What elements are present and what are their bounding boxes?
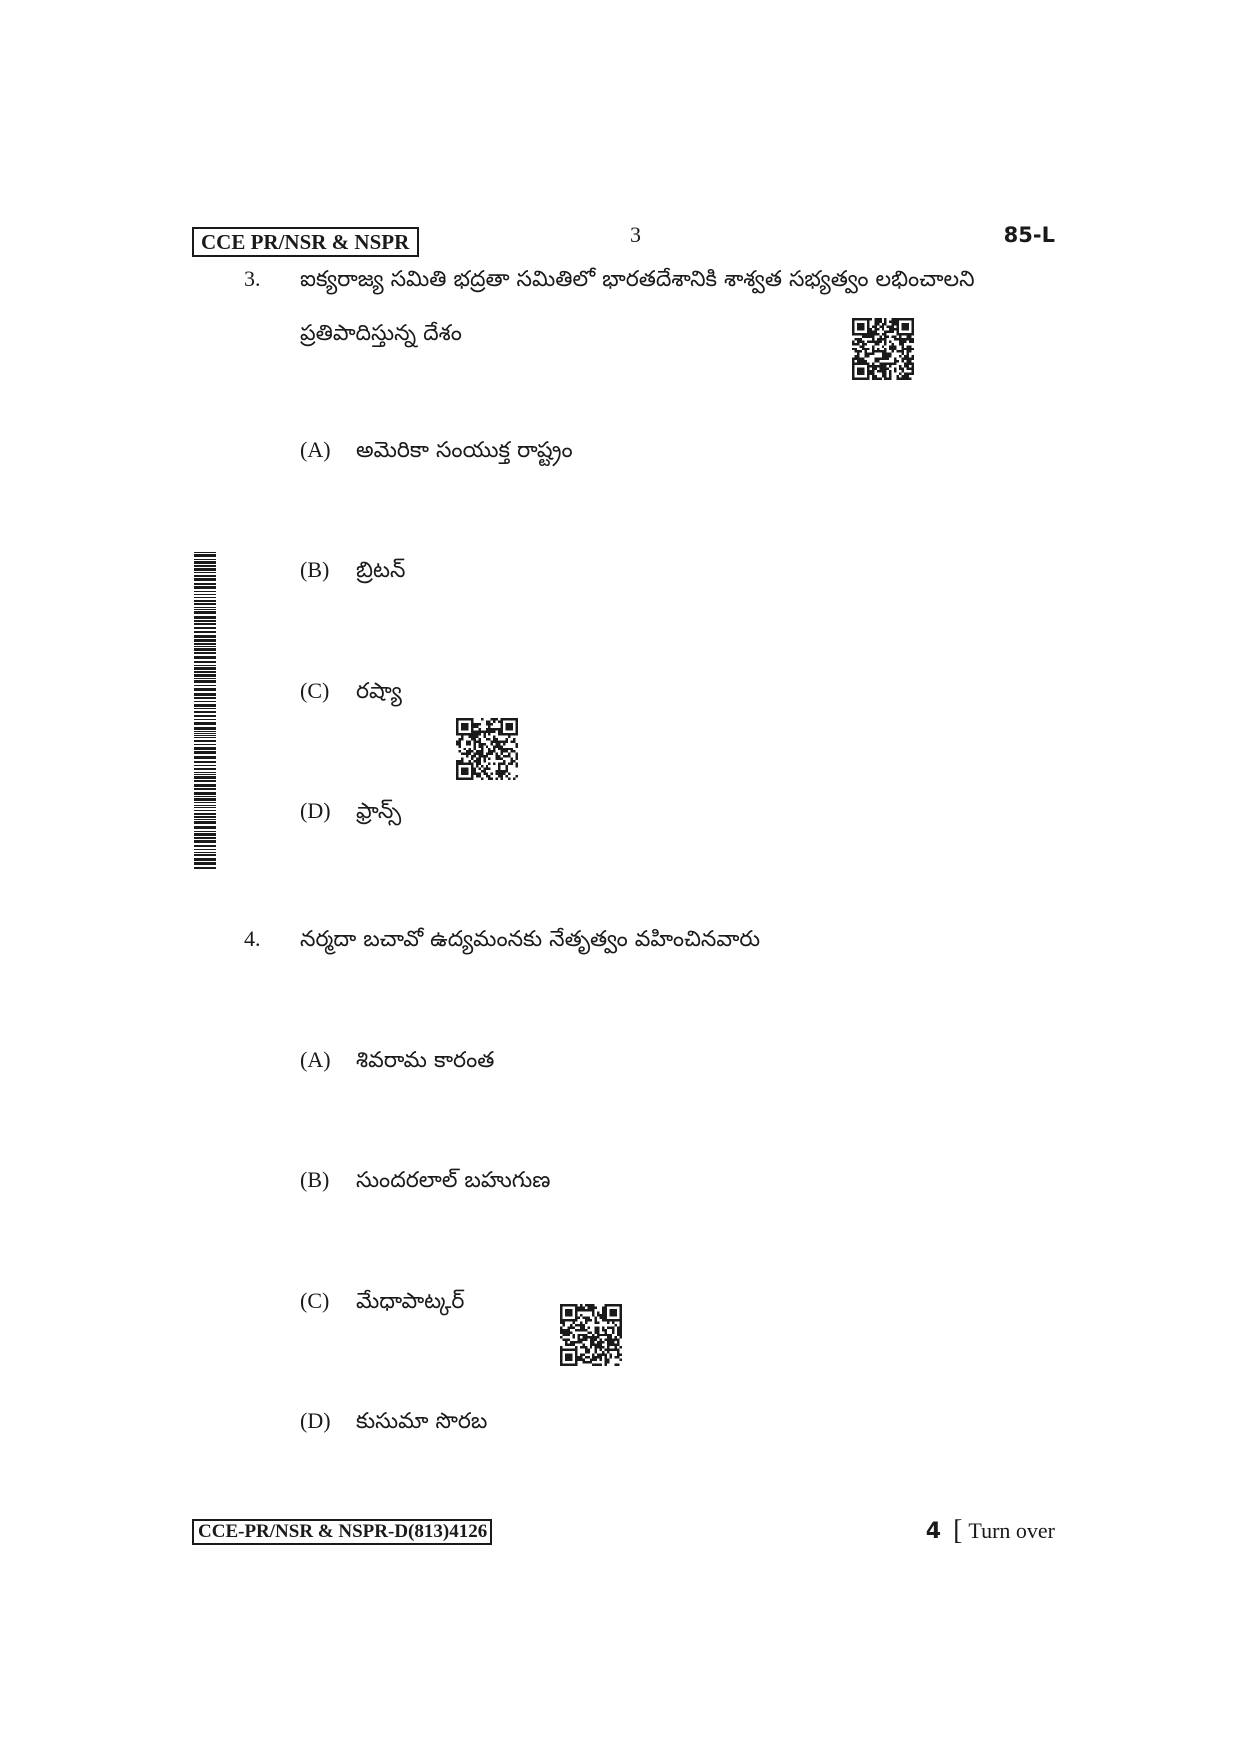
header-code-box: CCE PR/NSR & NSPR [192, 227, 419, 257]
option-text: బ్రిటన్ [356, 558, 406, 583]
option-d [300, 1408, 487, 1439]
option-text: రష్యా [356, 679, 402, 704]
footer-code-box: CCE-PR/NSR & NSPR-D(813)4126 [192, 1519, 492, 1545]
question-number: 3. [244, 266, 261, 291]
option-text: కుసుమా సొరబ [356, 1409, 488, 1434]
option-label: (B) [300, 557, 330, 582]
question-number: 4. [244, 926, 261, 951]
option-label: (C) [300, 678, 330, 703]
footer-bracket: [ [953, 1515, 963, 1546]
option-label: (A) [300, 1047, 331, 1072]
option-label: (C) [300, 1288, 330, 1313]
question-text-line: ప్రతిపాదిస్తున్న దేశం [300, 321, 462, 346]
option-b [300, 1167, 550, 1198]
footer-page-number: 4 [925, 1519, 942, 1544]
option-text: సుందరలాల్ బహుగుణ [356, 1168, 551, 1193]
option-c [300, 1288, 464, 1319]
question-text-line: ఐక్యరాజ్య సమితి భద్రతా సమితిలో భారతదేశానికి శాశ్వత సభ్యత్వం లభించాలని [300, 267, 975, 292]
option-text: శివరామ కారంత [356, 1048, 495, 1073]
option-label: (D) [300, 798, 331, 823]
option-label: (D) [300, 1408, 331, 1433]
page-number: 3 [630, 222, 641, 247]
question-text-line: నర్మదా బచావో ఉద్యమంనకు నేతృత్వం వహించినవారు [300, 927, 761, 952]
option-a [300, 437, 573, 468]
option-d [300, 798, 401, 829]
question-text [300, 913, 1060, 967]
qr-code-icon [852, 318, 914, 380]
turn-over-label: Turn over [968, 1518, 1055, 1543]
option-text: మేధాపాట్కర్ [356, 1289, 465, 1314]
qr-code-icon [456, 718, 518, 780]
question-text [300, 253, 1060, 361]
barcode-icon [194, 552, 216, 870]
option-a [300, 1047, 494, 1078]
option-label: (A) [300, 437, 331, 462]
option-text: అమెరికా సంయుక్త రాష్ట్రం [356, 438, 573, 463]
option-c [300, 678, 402, 709]
option-b [300, 557, 405, 588]
footer-turn-over [926, 1514, 1055, 1546]
paper-code: 85-L [1003, 223, 1055, 247]
qr-code-icon [560, 1304, 622, 1366]
option-label: (B) [300, 1167, 330, 1192]
option-text: ఫ్రాన్స్ [356, 799, 402, 824]
